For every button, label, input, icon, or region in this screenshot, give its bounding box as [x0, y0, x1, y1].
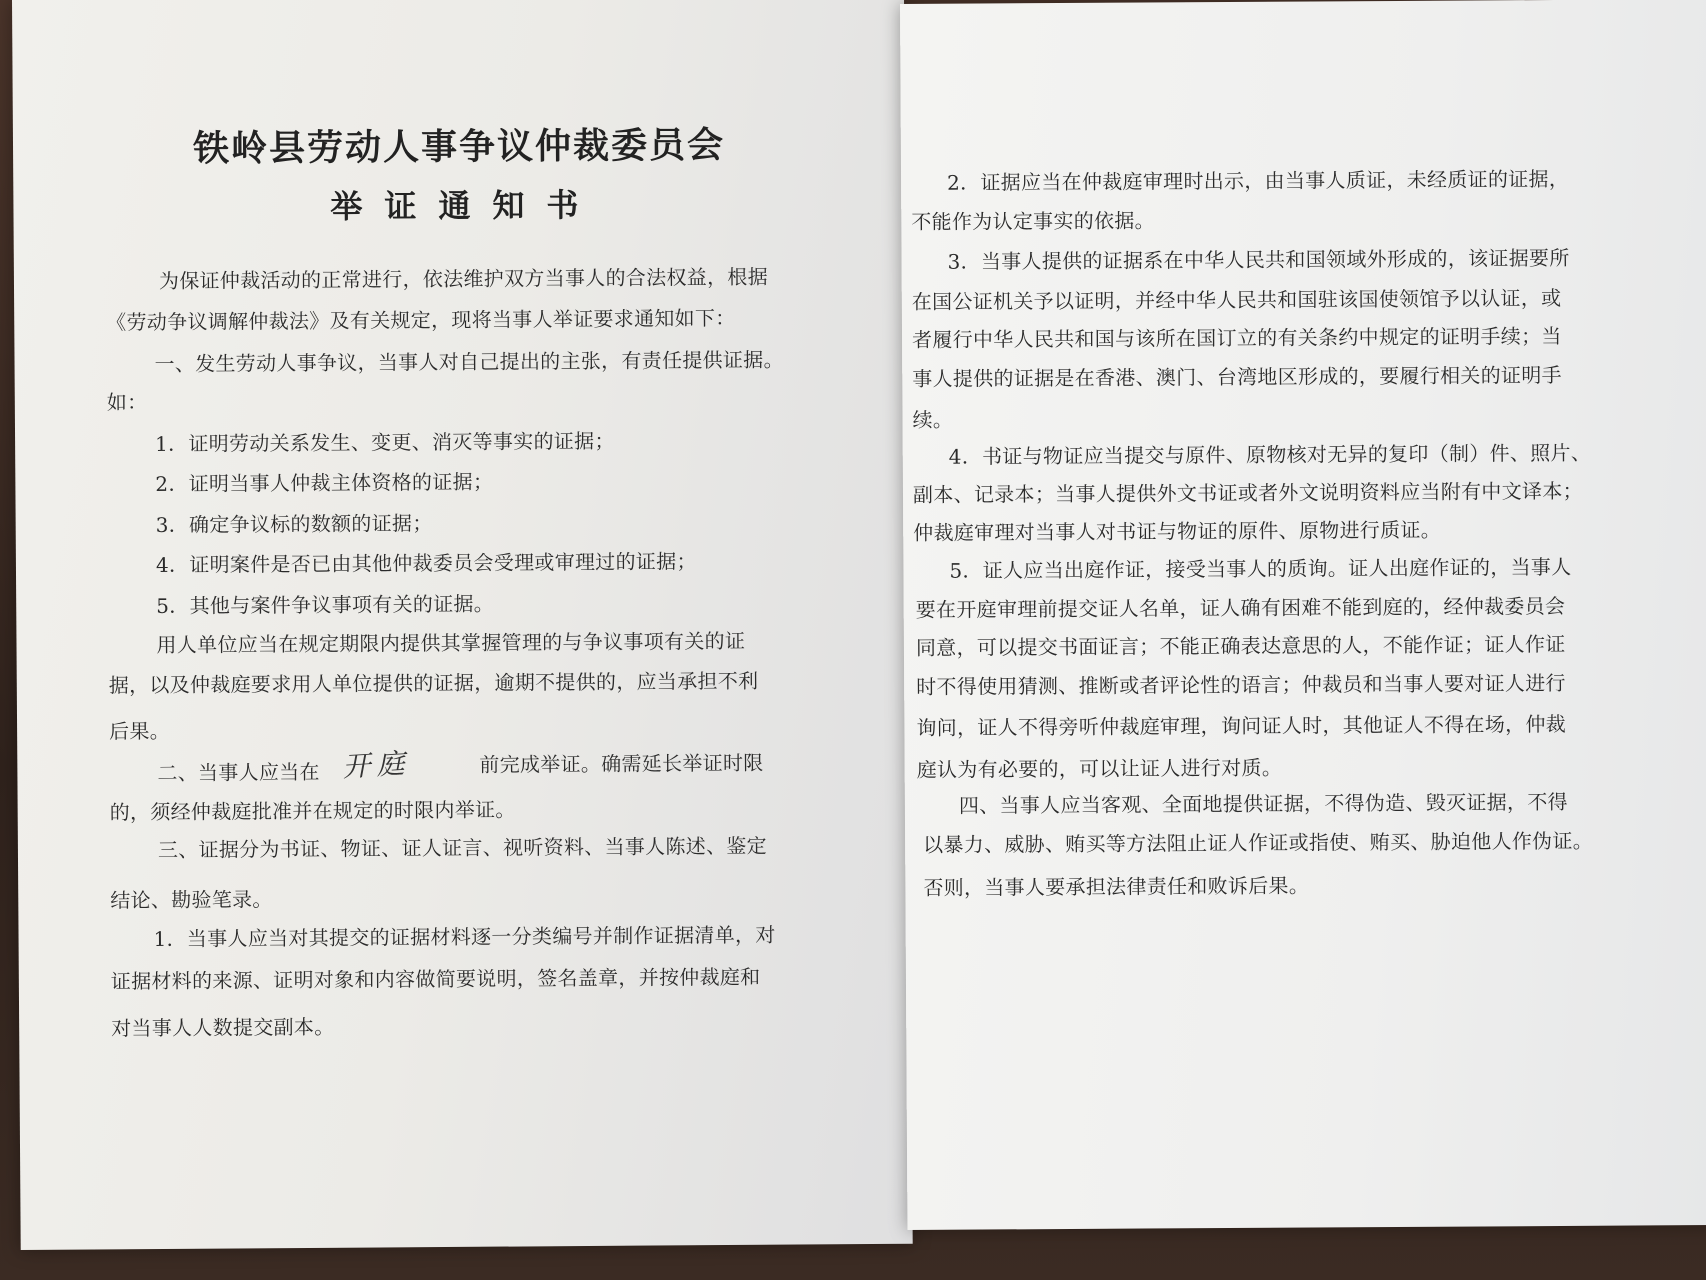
- paragraph-line: 用人单位应当在规定期限内提供其掌握管理的与争议事项有关的证: [156, 628, 746, 658]
- paragraph-line: 2．证据应当在仲裁庭审理时出示，由当事人质证，未经质证的证据，: [947, 166, 1570, 195]
- paragraph-line: 的，须经仲裁庭批准并在规定的时限内举证。: [109, 797, 516, 825]
- paragraph-line: 前完成举证。确需延长举证时限: [479, 750, 764, 777]
- handwritten-date-entry: 开庭: [341, 746, 412, 784]
- paragraph-line: 仲裁庭审理对当事人对书证与物证的原件、原物进行质证。: [913, 517, 1442, 545]
- paragraph-line: 事人提供的证据是在香港、澳门、台湾地区形成的，要履行相关的证明手: [912, 362, 1562, 391]
- notice-page-left: [12, 0, 913, 1250]
- list-item: 4．证明案件是否已由其他仲裁委员会受理或审理过的证据；: [155, 549, 697, 578]
- list-item: 3．确定争议标的数额的证据；: [155, 511, 433, 538]
- paragraph-line: 者履行中华人民共和国与该所在国订立的有关条约中规定的证明手续；当: [911, 323, 1562, 352]
- paragraph-line: 副本、记录本；当事人提供外文书证或者外文说明资料应当附有中文译本；: [912, 478, 1583, 507]
- list-item: 2．证明当事人仲裁主体资格的证据；: [155, 469, 494, 497]
- paragraph-line: 询问，证人不得旁听仲裁庭审理，询问证人时，其他证人不得在场，仲裁: [916, 711, 1567, 740]
- paragraph-line: 二、当事人应当在: [157, 759, 320, 786]
- paragraph-line: 为保证仲裁活动的正常进行，依法维护双方当事人的合法权益，根据: [158, 264, 769, 293]
- paragraph-line: 据，以及仲裁庭要求用人单位提供的证据，逾期不提供的，应当承担不利: [108, 668, 759, 698]
- paragraph-line: 要在开庭审理前提交证人名单，证人确有困难不能到庭的，经仲裁委员会: [915, 593, 1566, 622]
- paragraph-line: 4．书证与物证应当提交与原件、原物核对无异的复印（制）件、照片、: [948, 440, 1592, 469]
- paragraph-line: 三、证据分为书证、物证、证人证言、视听资料、当事人陈述、鉴定: [157, 833, 768, 863]
- paragraph-line: 一、发生劳动人事争议，当事人对自己提出的主张，有责任提供证据。: [154, 347, 784, 377]
- paragraph-line: 庭认为有必要的，可以让证人进行对质。: [916, 755, 1283, 782]
- paragraph-line: 续。: [912, 407, 954, 432]
- document-title: 铁岭县劳动人事争议仲裁委员会: [192, 124, 726, 170]
- paragraph-line: 5．证人应当出庭作证，接受当事人的质询。证人出庭作证的，当事人: [949, 554, 1572, 583]
- paragraph-line: 如：: [106, 390, 148, 415]
- document-subtitle: 举证通知书: [330, 185, 601, 226]
- paragraph-line: 对当事人人数提交副本。: [111, 1014, 335, 1041]
- paragraph-line: 时不得使用猜测、推断或者评论性的语言；仲裁员和当事人要对证人进行: [916, 670, 1566, 699]
- paragraph-line: 不能作为认定事实的依据。: [911, 208, 1156, 234]
- paragraph-line: 否则，当事人要承担法律责任和败诉后果。: [923, 873, 1310, 900]
- notice-page-right: [900, 0, 1706, 1230]
- paragraph-line: 四、当事人应当客观、全面地提供证据，不得伪造、毁灭证据，不得: [958, 789, 1568, 818]
- paragraph-line: 同意，可以提交书面证言；不能正确表达意思的人，不能作证；证人作证: [915, 631, 1566, 660]
- paragraph-line: 后果。: [109, 718, 171, 744]
- list-item: 5．其他与案件争议事项有关的证据。: [156, 591, 495, 619]
- paragraph-line: 在国公证机关予以证明，并经中华人民共和国驻该国使领馆予以认证，或: [911, 285, 1562, 314]
- paragraph-line: 1．当事人应当对其提交的证据材料逐一分类编号并制作证据清单，对: [153, 922, 776, 952]
- list-item: 1．证明劳动关系发生、变更、消灭等事实的证据；: [155, 428, 615, 457]
- paragraph-line: 3．当事人提供的证据系在中华人民共和国领域外形成的，该证据要所: [947, 245, 1570, 274]
- paragraph-line: 结论、勘验笔录。: [110, 887, 273, 913]
- paragraph-line: 以暴力、威胁、贿买等方法阻止证人作证或指使、贿买、胁迫他人作伪证。: [923, 828, 1594, 857]
- paragraph-line: 证据材料的来源、证明对象和内容做简要说明，签名盖章，并按仲裁庭和: [110, 964, 761, 994]
- paragraph-line: 《劳动争议调解仲裁法》及有关规定，现将当事人举证要求通知如下：: [106, 305, 736, 335]
